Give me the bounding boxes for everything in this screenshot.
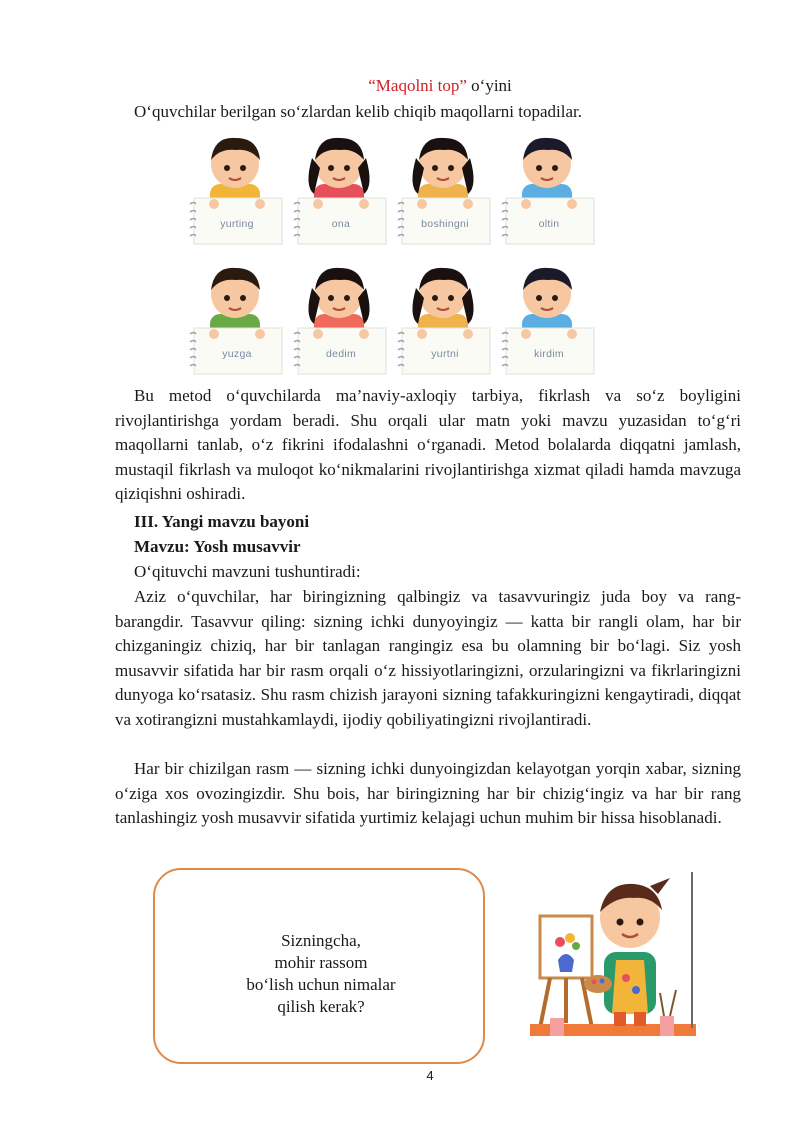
card-word: dedim [325,348,357,360]
question-text [155,930,487,1018]
young-painter-illustration [530,868,696,1052]
game-title-quoted: “Maqolni top” [368,76,467,95]
question-line-1: Sizningcha, [281,931,361,950]
kid-card [388,258,488,378]
method-paragraph: Bu metod o‘quvchilarda ma’naviy-axloqiy tarbiya, fikrlash va so‘z boyligini rivojlantirishga yordam beradi. Shu orqali ular matn yoki mavzu yuzasidan to‘g‘ri maqollarni tanlab, o‘z fikrini ifodalashni o‘rganadi. Metod bolalarda diqqatni jamlash, mustaqil fikrlash va muloqot ko‘nikmalarini rivojlantirishga xizmat qiladi hamda mavzuga qiziqishni oshiradi. [115,386,741,503]
closing-paragraph: Har bir chizilgan rasm — sizning ichki dunyoingizdan kelayotgan yorqin xabar, sizning o‘ziga xos ovozingizdir. Shu bois, har biringizning har bir chizig‘ingiz va har bir rang tanlashingiz yosh musavvir sifatida yurtimiz kelajagi uchun muhim bir hissa hisoblanadi. [115,759,741,827]
question-line-2: mohir rassom [274,953,368,972]
topic-paragraph: Aziz o‘quvchilar, har biringizning qalbingiz va tasavvuringiz juda boy va rang-barangdir. Tasavvur qiling: sizning ichki dunyoyingiz — katta bir rangli olam, har bir chizganingiz chiziq, har bir tanlagan rangingiz esa bu olamning bir bo‘lagi. Siz yosh musavvir sifatida har bir rasm orqali o‘z hissiyotlaringizni, orzularingizni va fikrlaringizni dunyoga ko‘rsatasiz. Shu rasm chizish jarayoni sizning tafakkuringizni kengaytiradi, diqqat va xotirangizni mustahkamlaydi, ijodiy qobiliyatingizni rivojlantiradi. [115,587,741,729]
card-word: kirdim [534,348,564,360]
kid-card [284,258,384,378]
question-line-4: qilish kerak? [277,997,365,1016]
section-heading: III. Yangi mavzu bayoni [134,512,310,531]
question-line-3: bo‘lish uchun nimalar [246,975,396,994]
card-word: yurtni [431,348,459,360]
card-word: boshingni [421,218,469,230]
kids-cards-illustration [180,128,598,378]
page-number: 4 [426,1068,434,1083]
game-title-rest: o‘yini [466,76,512,95]
game-title [0,76,800,96]
card-word: oltin [538,218,560,230]
kid-card [492,258,592,378]
question-box [153,868,485,1064]
kid-card [388,128,488,248]
card-word: yurting [220,218,254,230]
teacher-line: O‘qituvchi mavzuni tushuntiradi: [134,562,361,581]
kid-card [284,128,384,248]
kid-card [180,128,280,248]
topic-heading: Mavzu: Yosh musavvir [134,537,301,556]
card-word: yuzga [222,348,252,360]
card-word: ona [331,218,351,230]
kid-card [180,258,280,378]
intro-text: O‘quvchilar berilgan so‘zlardan kelib chiqib maqollarni topadilar. [134,102,582,121]
kid-card [492,128,592,248]
